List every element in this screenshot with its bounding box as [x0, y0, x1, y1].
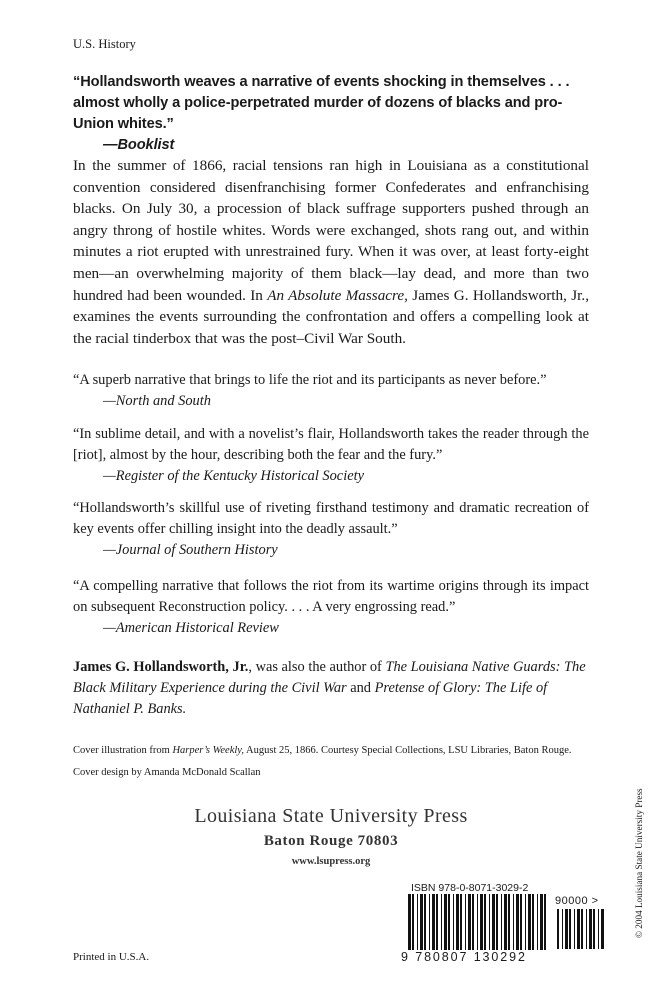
- barcode-bar: [565, 909, 568, 949]
- review-quote: “A superb narrative that brings to life the riot and its participants as never before.”: [73, 372, 547, 388]
- review-block: [73, 576, 589, 638]
- description-text-end: James G. Hollandsworth, Jr., examines the events surrounding the confrontation and offers a compelling look at the racial tinderbox that was the post–Civil War South.: [73, 286, 589, 347]
- review-source: —Journal of Southern History: [103, 541, 278, 558]
- barcode-bar: [577, 909, 580, 949]
- review-source: —North and South: [103, 392, 211, 409]
- barcode-bar: [586, 909, 587, 949]
- barcode-bar: [484, 894, 486, 950]
- publisher-city: Baton Rouge 70803: [263, 833, 399, 849]
- book-description: [73, 155, 589, 349]
- barcode-bar: [492, 894, 495, 950]
- barcode-bar: [472, 894, 474, 950]
- description-text-start: In the summer of 1866, racial tensions ran high in Louisiana as a constitutional convention considered disenfranchising former Confederates and enfranchising blacks. On July 30, a procession of black suffrage supporters pushed through an angry throng of hostile whites. Words were exchanged, shots rang out, and within minutes a riot erupted with unrestrained fury. When it was over, at least forty-eight men—an overwhelming majority of them black—lay dead, and more than two hundred had been wounded. In: [73, 157, 589, 304]
- credit-suffix: August 25, 1866. Courtesy Special Collections, LSU Libraries, Baton Rouge.: [244, 745, 572, 756]
- isbn-label: ISBN 978-0-8071-3029-2: [411, 882, 529, 894]
- barcode: [406, 894, 550, 950]
- barcode-bar: [460, 894, 462, 950]
- review-quote: “Hollandsworth’s skillful use of riveting firsthand testimony and dramatic recreation of key events offer chilling insight into the deadly assault.”: [73, 500, 589, 537]
- barcode-bar: [508, 894, 510, 950]
- barcode-bar: [581, 909, 583, 949]
- featured-quote: “Hollandsworth weaves a narrative of events shocking in themselves . . . almost wholly a police-perpetrated murder of dozens of blacks and pro-Union whites.”: [73, 74, 570, 132]
- review-block: [73, 370, 589, 412]
- barcode-bar: [429, 894, 430, 950]
- price-code: 90000 >: [555, 895, 599, 907]
- barcode-bar: [468, 894, 471, 950]
- review-quote: “In sublime detail, and with a novelist’s flair, Hollandsworth takes the reader through the [riot], almost by the hour, describing both the fear and the fury.”: [73, 426, 589, 463]
- category-label: U.S. History: [73, 37, 136, 51]
- barcode-bar: [525, 894, 526, 950]
- barcode-bar: [557, 909, 559, 949]
- barcode-bar: [465, 894, 466, 950]
- barcode-bar: [489, 894, 490, 950]
- cover-design-credit: Cover design by Amanda McDonald Scallan: [73, 767, 261, 778]
- barcode-bar: [544, 894, 546, 950]
- bio-book-title: Pretense of Glory: The Life of Nathaniel P. Banks.: [73, 679, 548, 717]
- barcode-bar: [448, 894, 450, 950]
- author-name: James G. Hollandsworth, Jr.: [73, 659, 249, 675]
- barcode-bar: [593, 909, 595, 949]
- bio-text: and: [346, 679, 375, 696]
- barcode-bar: [569, 909, 571, 949]
- publisher-name: Louisiana State University Press: [194, 805, 468, 827]
- barcode-bar: [420, 894, 423, 950]
- review-quote: “A compelling narrative that follows the riot from its wartime origins through its impact on subsequent Reconstruction policy. . . . A very engrossing read.”: [73, 578, 589, 615]
- barcode-bar: [436, 894, 438, 950]
- barcode-bar: [574, 909, 575, 949]
- barcode-bar: [537, 894, 538, 950]
- barcode-digits: 9 780807 130292: [401, 950, 527, 964]
- barcode-bar: [589, 909, 592, 949]
- barcode-bar: [562, 909, 563, 949]
- barcode-bar: [432, 894, 435, 950]
- description-book-title: An Absolute Massacre,: [267, 286, 408, 304]
- barcode-bar: [520, 894, 522, 950]
- review-block: [73, 498, 589, 560]
- barcode-bar: [504, 894, 507, 950]
- barcode-bar: [456, 894, 459, 950]
- bio-text: , was also the author of: [248, 659, 386, 675]
- review-source: —Register of the Kentucky Historical Society: [103, 467, 364, 484]
- featured-review: [73, 72, 589, 156]
- printed-in: Printed in U.S.A.: [73, 951, 150, 963]
- barcode-bar: [532, 894, 534, 950]
- review-source: —American Historical Review: [103, 619, 279, 636]
- credit-magazine: Harper’s Weekly,: [172, 745, 244, 756]
- bio-book-title: The Louisiana Native Guards: The Black Military Experience during the Civil War: [73, 659, 586, 696]
- barcode-bar: [417, 894, 418, 950]
- barcode-bar: [528, 894, 531, 950]
- barcode-bar: [513, 894, 514, 950]
- featured-source: —Booklist: [103, 137, 175, 153]
- barcode-bar: [601, 909, 604, 949]
- barcode-bar: [444, 894, 447, 950]
- credit-prefix: Cover illustration from: [73, 745, 173, 756]
- copyright-notice: © 2004 Louisiana State University Press: [634, 788, 644, 938]
- barcode-bar: [408, 894, 411, 950]
- barcode-bar: [496, 894, 498, 950]
- author-bio: [73, 657, 589, 719]
- barcode-bar: [477, 894, 478, 950]
- barcode-bar: [501, 894, 502, 950]
- barcode-bar: [453, 894, 454, 950]
- review-block: [73, 424, 589, 486]
- barcode-bar: [598, 909, 599, 949]
- barcode-bar: [480, 894, 483, 950]
- barcode-bar: [516, 894, 519, 950]
- barcode-bar: [412, 894, 414, 950]
- price-barcode: [555, 909, 605, 949]
- barcode-bar: [540, 894, 543, 950]
- publisher-website: www.lsupress.org: [291, 856, 371, 867]
- barcode-bar: [424, 894, 426, 950]
- barcode-bar: [441, 894, 442, 950]
- cover-illustration-credit: [73, 744, 633, 758]
